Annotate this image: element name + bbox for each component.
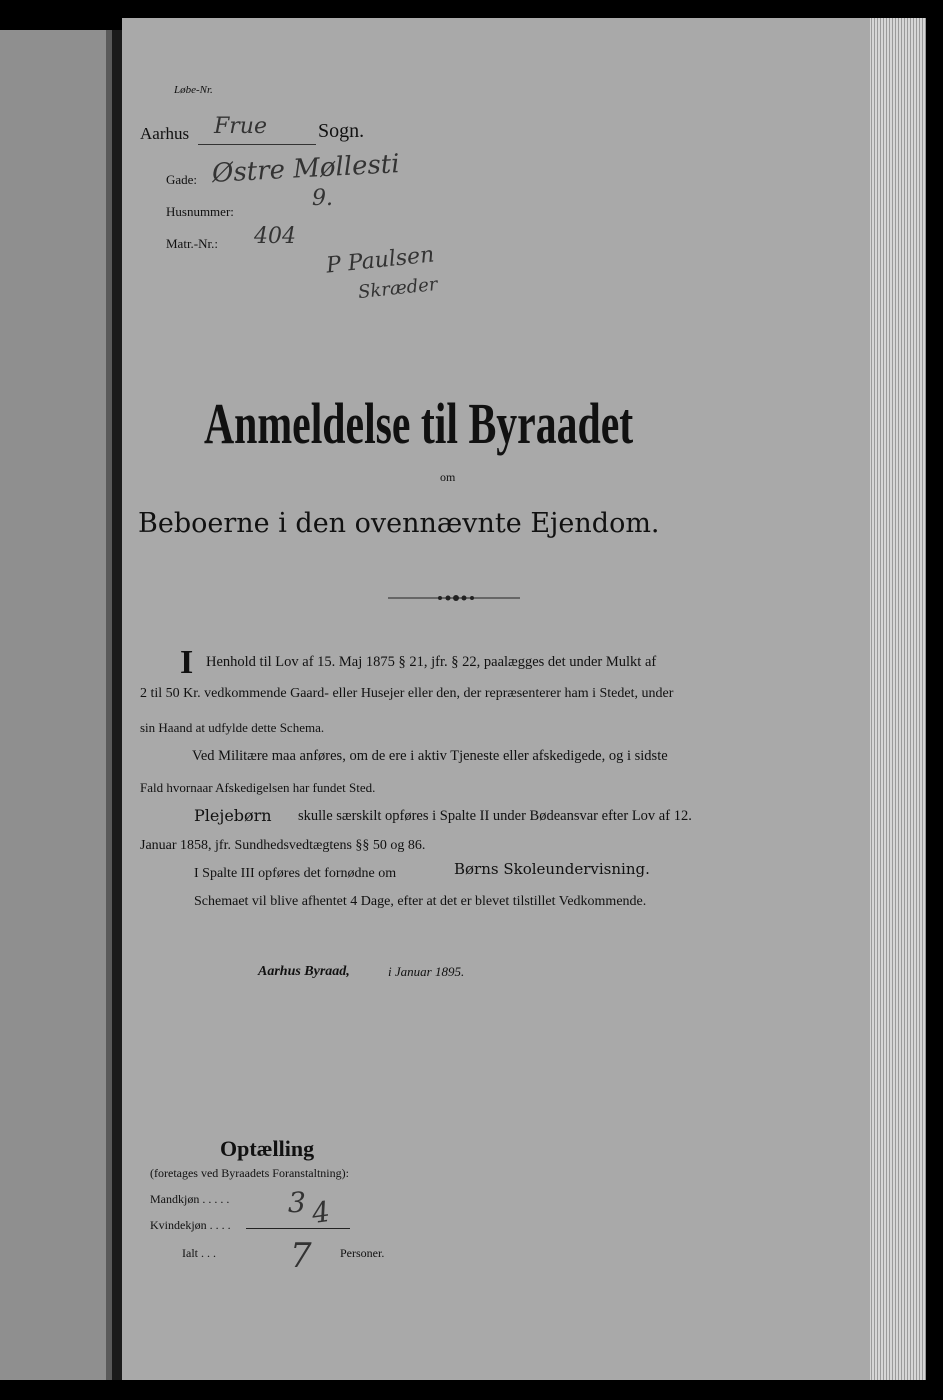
paragraph-4-line-1: I Spalte III opføres det fornødne om — [194, 866, 397, 881]
plejeborn-word: Plejebørn — [194, 806, 272, 825]
document-title: Anmeldelse til Byraadet — [204, 391, 634, 456]
paragraph-1-line-3: sin Haand at udfylde dette Schema. — [140, 720, 325, 735]
mandkjon-value: 3 — [288, 1186, 306, 1219]
paragraph-2-line-1: Ved Militære maa anføres, om de ere i aktiv Tjeneste eller afskedigede, og i sidste — [192, 748, 668, 764]
sogn-rule — [198, 144, 316, 145]
gade-value: Østre Møllesti — [211, 149, 401, 189]
city-label: Aarhus — [140, 124, 190, 143]
matr-value: 404 — [254, 224, 296, 249]
owner-name: P Paulsen — [324, 242, 436, 279]
signature-date: i Januar 1895. — [388, 964, 465, 979]
document-page — [122, 18, 870, 1380]
sogn-label: Sogn. — [318, 120, 365, 142]
count-sum-rule — [246, 1228, 350, 1229]
document-subtitle: Beboerne i den ovennævnte Ejendom. — [138, 508, 660, 539]
signature-org: Aarhus Byraad, — [258, 964, 350, 979]
kvindekjon-label: Kvindekjøn . . . . — [150, 1218, 231, 1232]
book-gutter — [112, 30, 122, 1380]
mandkjon-label: Mandkjøn . . . . . — [150, 1192, 230, 1206]
initial-capital: I — [180, 644, 194, 681]
loebe-nr-label: Løbe-Nr. — [174, 84, 213, 96]
kvindekjon-value: 4 — [309, 1194, 333, 1231]
husnummer-label: Husnummer: — [166, 204, 234, 219]
borns-skoleundervisning: Børns Skoleundervisning. — [454, 860, 650, 878]
paragraph-5-line-1: Schemaet vil blive afhentet 4 Dage, efter at det er blevet tilstillet Vedkommende. — [194, 894, 647, 909]
matr-label: Matr.-Nr.: — [166, 236, 218, 251]
husnummer-value: 9. — [312, 186, 333, 211]
left-page — [0, 30, 114, 1380]
count-note: (foretages ved Byraadets Foranstaltning): — [150, 1166, 349, 1180]
ialt-value: 7 — [290, 1236, 312, 1276]
paragraph-3-line-2: Januar 1858, jfr. Sundhedsvedtægtens §§ 50 og 86. — [140, 838, 426, 853]
page-edges — [866, 18, 926, 1380]
count-heading: Optælling — [220, 1136, 315, 1161]
paragraph-2-line-2: Fald hvornaar Afskedigelsen har fundet Sted. — [140, 780, 376, 795]
sogn-value: Frue — [214, 114, 267, 139]
owner-title: Skræder — [357, 273, 439, 304]
gade-label: Gade: — [166, 172, 198, 187]
paragraph-1-line-1: Henhold til Lov af 15. Maj 1875 § 21, jfr. § 22, paalægges det under Mulkt af — [206, 654, 657, 670]
personer-label: Personer. — [340, 1246, 385, 1260]
paragraph-3-line-1: skulle særskilt opføres i Spalte II under Bødeansvar efter Lov af 12. — [298, 808, 692, 824]
ornament-divider — [388, 592, 520, 604]
ialt-label: Ialt . . . — [182, 1246, 216, 1260]
paragraph-1-line-2: 2 til 50 Kr. vedkommende Gaard- eller Husejer eller den, der repræsenterer ham i Stedet, under — [140, 686, 674, 701]
om-label: om — [440, 470, 456, 484]
